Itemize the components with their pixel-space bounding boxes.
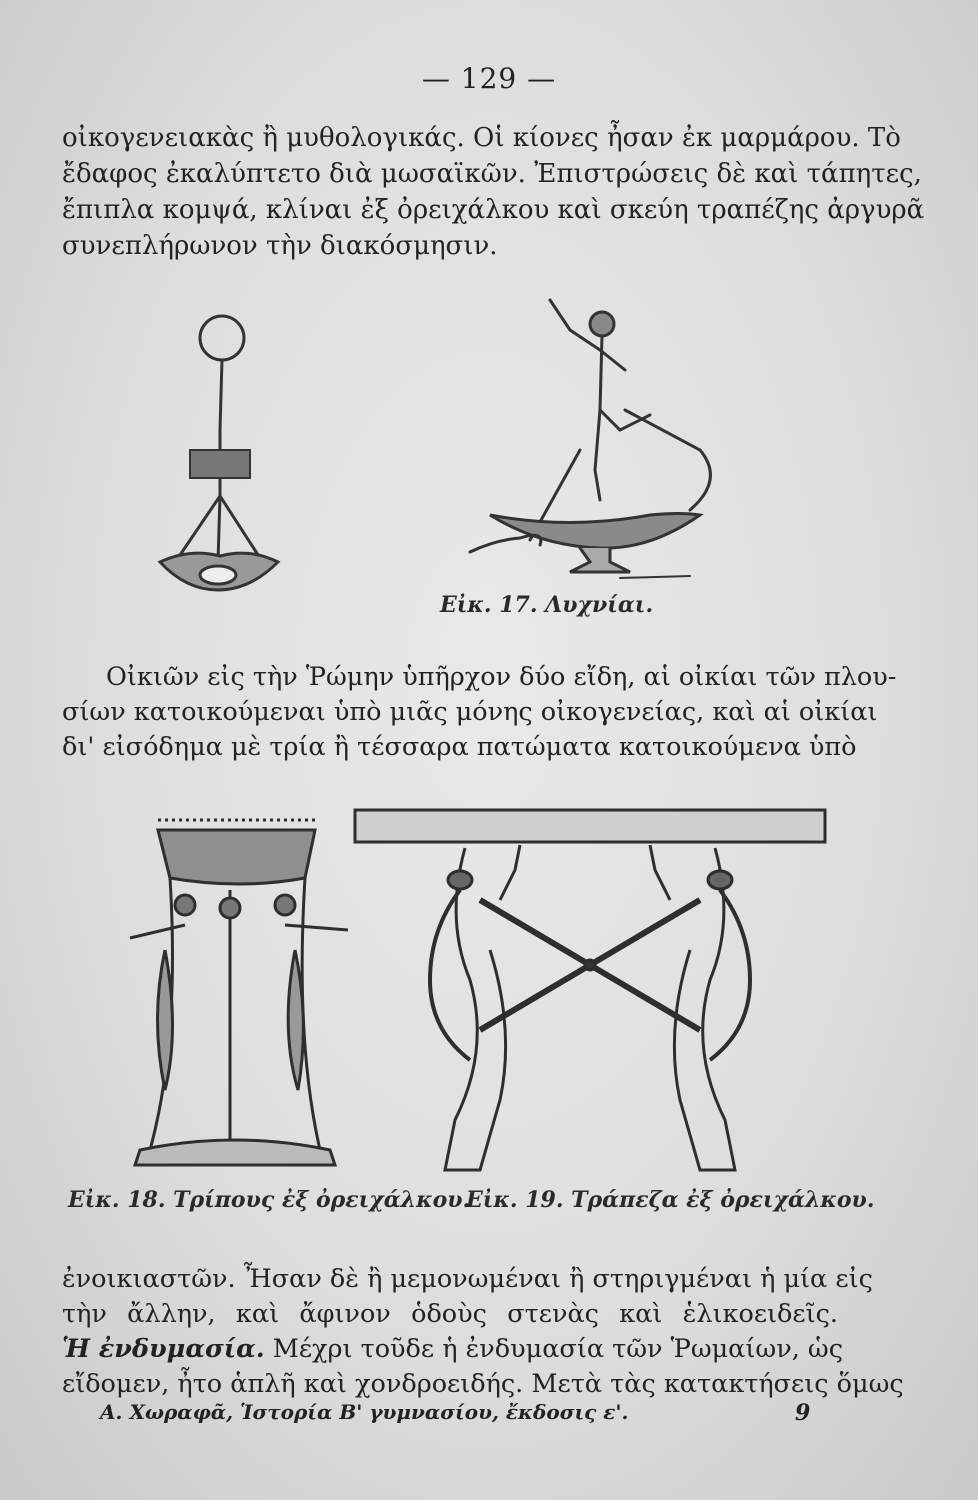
text-line: Οἰκιῶν εἰς τὴν Ῥώμην ὑπῆρχον δύο εἴδη, αἱ οἰκίαι τῶν πλου- <box>106 662 897 692</box>
section-heading: Ἡ ἐνδυμασία. <box>62 1334 265 1364</box>
heading-continuation: Μέχρι τοῦδε ἡ ἐνδυμασία τῶν Ῥωμαίων, ὡς <box>264 1334 843 1364</box>
figure-19-caption: Εἰκ. 19. Τράπεζα ἐξ ὀρειχάλκου. <box>466 1187 875 1213</box>
text-line: εἴδομεν, ἦτο ἁπλῆ καὶ χονδροειδής. Μετὰ τὰς κατακτήσεις ὅμως <box>62 1369 904 1399</box>
paragraph-houses <box>62 660 897 765</box>
bronze-table-illustration <box>350 800 830 1180</box>
text-line <box>62 1332 843 1367</box>
book-footer: Α. Χωραφᾶ, Ἱστορία Β' γυμνασίου, ἔκδοσις ε'. <box>100 1400 629 1424</box>
text-line: ἔδαφος ἐκαλύπτετο διὰ μωσαϊκῶν. Ἐπιστρώσεις δὲ καὶ τάπητες, <box>62 159 922 189</box>
bronze-tripod-illustration <box>120 790 350 1180</box>
signature-mark: 9 <box>795 1400 811 1426</box>
paragraph-decoration <box>62 120 925 264</box>
text-line: σίων κατοικούμεναι ὑπὸ μιᾶς μόνης οἰκογενείας, καὶ αἱ οἰκίαι <box>62 697 878 727</box>
text-line: ἔπιπλα κομψά, κλίναι ἐξ ὀρειχάλκου καὶ σκεύη τραπέζης ἀργυρᾶ <box>62 195 925 225</box>
paragraph-clothing <box>62 1262 904 1402</box>
oil-lamp-statuette-illustration <box>450 290 740 590</box>
hanging-lamp-illustration <box>150 300 290 600</box>
text-line: δι' εἰσόδημα μὲ τρία ἢ τέσσαρα πατώματα κατοικούμενα ὑπὸ <box>62 732 857 762</box>
text-line: συνεπλήρωνον τὴν διακόσμησιν. <box>62 231 498 261</box>
text-line: ἐνοικιαστῶν. Ἦσαν δὲ ἢ μεμονωμέναι ἢ στηριγμέναι ἡ μία εἰς <box>62 1264 873 1294</box>
figure-17-caption: Εἰκ. 17. Λυχνίαι. <box>440 592 654 618</box>
figure-18-caption: Εἰκ. 18. Τρίπους ἐξ ὀρειχάλκου. <box>68 1187 471 1213</box>
text-line: τὴν ἄλλην, καὶ ἄφινον ὁδοὺς στενὰς καὶ ἑλικοειδεῖς. <box>62 1299 838 1329</box>
page-number: — 129 — <box>421 62 557 95</box>
text-line: οἰκογενειακὰς ἢ μυθολογικάς. Οἱ κίονες ἦσαν ἐκ μαρμάρου. Τὸ <box>62 123 901 153</box>
